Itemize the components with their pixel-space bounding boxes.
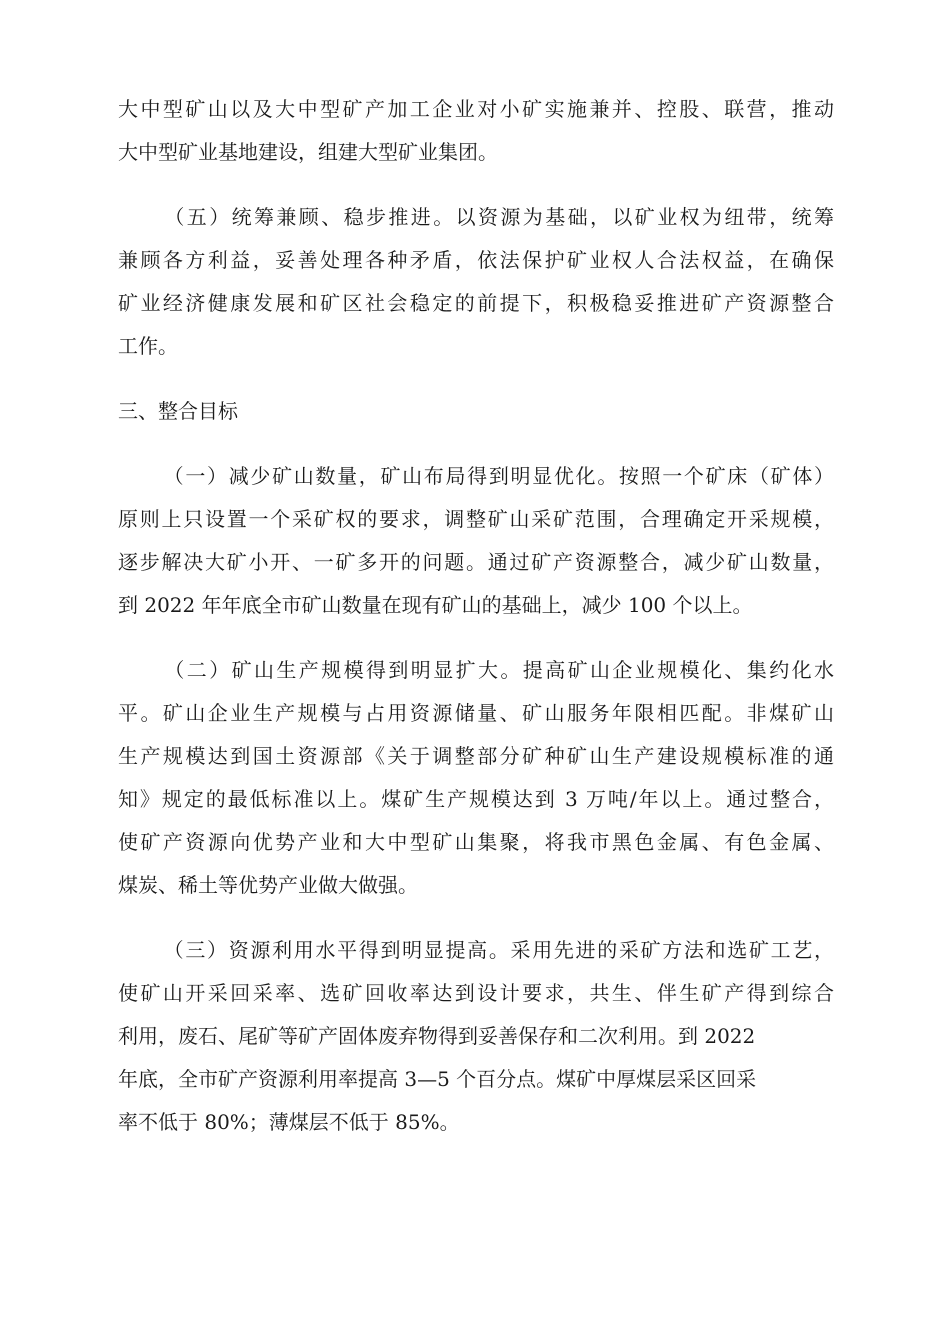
text-line <box>118 455 834 498</box>
text-line: 工作。 <box>118 334 178 358</box>
text-line: 生产规模达到国土资源部《关于调整部分矿种矿山生产建设规模标准的通 <box>118 744 834 768</box>
paragraph-goal-3 <box>118 929 834 1144</box>
text-line-content: （五）统筹兼顾、稳步推进。以资源为基础，以矿业权为纽带，统筹 <box>162 205 834 229</box>
paragraph-goal-2 <box>118 649 834 907</box>
text-line: 年底，全市矿产资源利用率提高 3—5 个百分点。煤矿中厚煤层采区回采 <box>118 1067 757 1091</box>
section-heading <box>118 390 834 433</box>
text-line: 兼顾各方利益，妥善处理各种矛盾，依法保护矿业权人合法权益，在确保 <box>118 248 834 272</box>
text-line <box>118 196 834 239</box>
text-line: 原则上只设置一个采矿权的要求，调整矿山采矿范围，合理确定开采规模， <box>118 507 834 531</box>
text-line: 大中型矿业基地建设，组建大型矿业集团。 <box>118 140 498 164</box>
heading-text: 三、整合目标 <box>118 399 238 423</box>
text-line: 逐步解决大矿小开、一矿多开的问题。通过矿产资源整合，减少矿山数量， <box>118 550 834 574</box>
paragraph-principle-5 <box>118 196 834 368</box>
text-line <box>118 649 834 692</box>
text-line: 煤炭、稀土等优势产业做大做强。 <box>118 873 418 897</box>
text-line: 矿业经济健康发展和矿区社会稳定的前提下，积极稳妥推进矿产资源整合 <box>118 291 834 315</box>
paragraph-goal-1 <box>118 455 834 627</box>
text-line: 大中型矿山以及大中型矿产加工企业对小矿实施兼并、控股、联营，推动 <box>118 97 834 121</box>
text-line-content: （二）矿山生产规模得到明显扩大。提高矿山企业规模化、集约化水 <box>162 658 834 682</box>
text-line-content: （三）资源利用水平得到明显提高。采用先进的采矿方法和选矿工艺， <box>162 938 834 962</box>
text-line-content: （一）减少矿山数量，矿山布局得到明显优化。按照一个矿床（矿体） <box>162 464 834 488</box>
text-line: 到 2022 年年底全市矿山数量在现有矿山的基础上，减少 100 个以上。 <box>118 593 753 617</box>
text-line: 使矿山开采回采率、选矿回收率达到设计要求，共生、伴生矿产得到综合 <box>118 981 834 1005</box>
text-line: 使矿产资源向优势产业和大中型矿山集聚，将我市黑色金属、有色金属、 <box>118 830 834 854</box>
document-body <box>118 88 834 1166</box>
text-line: 知》规定的最低标准以上。煤矿生产规模达到 3 万吨/年以上。通过整合， <box>118 787 834 811</box>
text-line: 率不低于 80%；薄煤层不低于 85%。 <box>118 1110 460 1134</box>
text-line: 平。矿山企业生产规模与占用资源储量、矿山服务年限相匹配。非煤矿山 <box>118 701 834 725</box>
text-line: 利用，废石、尾矿等矿产固体废弃物得到妥善保存和二次利用。到 2022 <box>118 1024 756 1048</box>
text-line <box>118 929 834 972</box>
paragraph-continuation <box>118 88 834 174</box>
